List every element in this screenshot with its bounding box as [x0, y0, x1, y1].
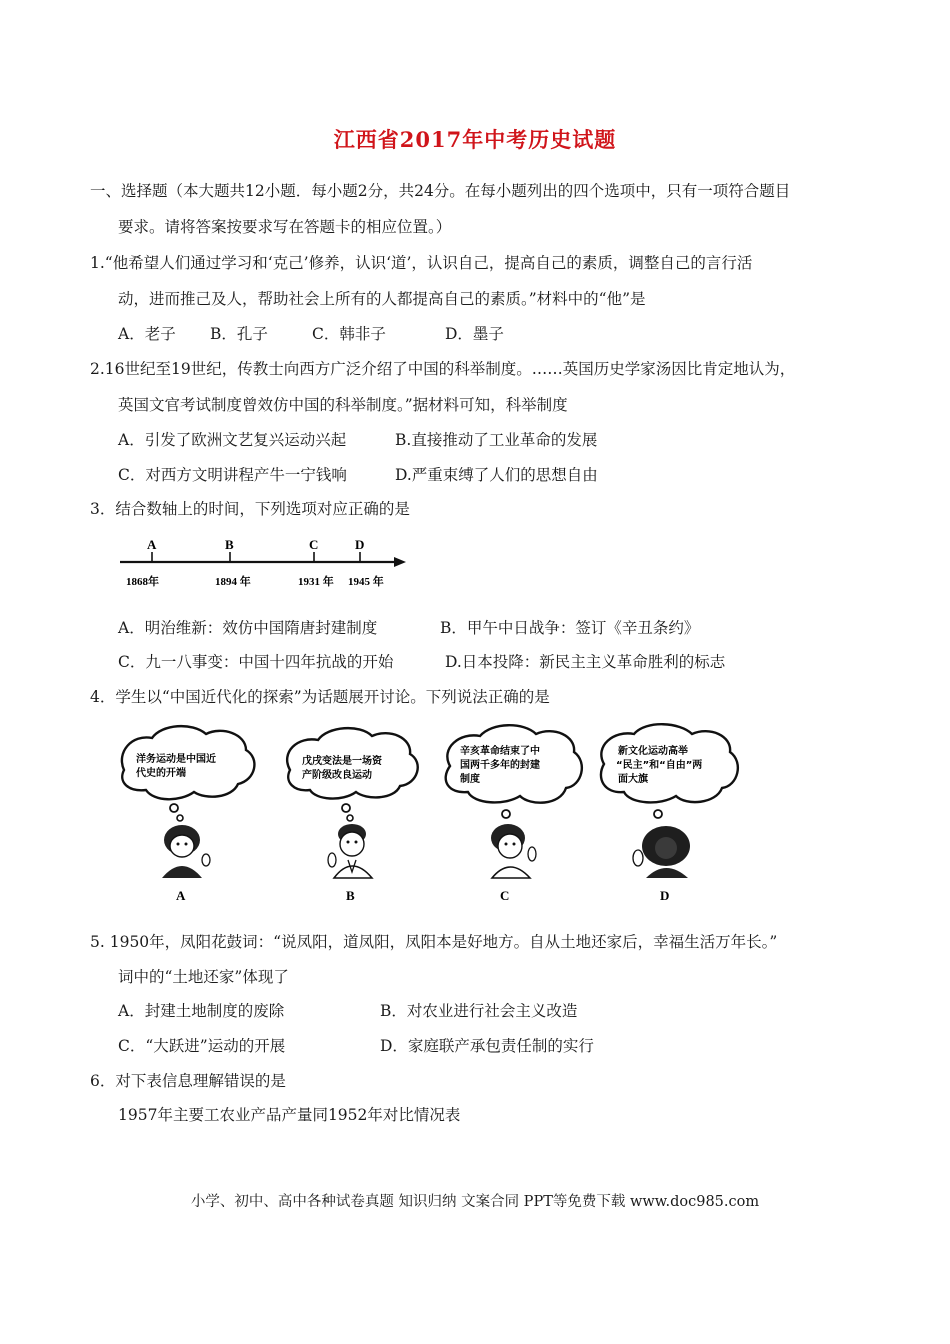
timeline-arrow: [394, 557, 406, 567]
q4-stem: 4．学生以“中国近代化的探索”为话题展开讨论。下列说法正确的是: [90, 688, 550, 706]
q1-option-b: B．孔子: [210, 325, 268, 343]
q2-option-a: A．引发了欧洲文艺复兴运动兴起: [118, 431, 347, 449]
student-d-label: D: [660, 888, 670, 903]
page-title: 江西省2017年中考历史试题: [333, 127, 617, 152]
q5-stem-line2: 词中的“土地还家”体现了: [118, 968, 289, 986]
section-instructions-line2: 要求。请将答案按要求写在答题卡的相应位置。）: [118, 218, 452, 236]
student-d-figure: [633, 826, 690, 878]
student-b-figure: [328, 824, 372, 878]
q1-option-a: A．老子: [118, 325, 176, 343]
q3-stem: 3．结合数轴上的时间，下列选项对应正确的是: [90, 500, 410, 518]
student-c-label: C: [500, 888, 510, 903]
q2-option-b: B.直接推动了工业革命的发展: [395, 431, 598, 449]
student-c-figure: [491, 824, 536, 878]
timeline-letter-b: B: [225, 537, 234, 552]
student-d: [601, 724, 738, 903]
q2-stem-line1: 2.16世纪至19世纪，传教士向西方广泛介绍了中国的科举制度。……英国历史学家汤因比肯定地认为，: [90, 360, 796, 378]
timeline-year-c: 1931 年: [298, 576, 334, 588]
footer-text: 小学、初中、高中各种试卷真题 知识归纳 文案合同 PPT等免费下载 www.doc985.com: [190, 1194, 760, 1210]
q5-option-a: A．封建土地制度的废除: [118, 1002, 285, 1020]
q3-option-b: B．甲午中日战争：签订《辛丑条约》: [440, 619, 700, 637]
student-c: [446, 725, 582, 903]
q1-stem-line1: 1.“他希望人们通过学习和‘克己’修养，认识‘道’，认识自己，提高自己的素质，调整自己的言行活: [90, 254, 753, 272]
bubble-c-line2: 国两千多年的封建: [460, 760, 540, 771]
bubble-a-line2: 代史的开端: [136, 768, 186, 779]
bubble-a-line1: 洋务运动是中国近: [136, 754, 216, 765]
q3-option-c: C．九一八事变：中国十四年抗战的开始: [118, 653, 394, 671]
q2-stem-line2: 英国文官考试制度曾效仿中国的科举制度。”据材料可知，科举制度: [118, 396, 568, 414]
q5-option-c: C．“大跃进”运动的开展: [118, 1037, 286, 1055]
timeline-letter-c: C: [309, 537, 319, 552]
bubble-d-line2: “民主”和“自由”两: [616, 760, 703, 771]
student-b-label: B: [346, 888, 355, 903]
q6-stem: 6．对下表信息理解错误的是: [90, 1072, 286, 1090]
q1-option-c: C．韩非子: [312, 325, 386, 343]
timeline-figure: [118, 532, 418, 596]
q2-option-c: C．对西方文明讲程产牛一宁钱响: [118, 466, 347, 484]
cartoon-figure: [110, 722, 750, 908]
bubble-c-line1: 辛亥革命结束了中: [460, 746, 540, 757]
q5-stem-line1: 5. 1950年，凤阳花鼓词：“说凤阳，道凤阳，凤阳本是好地方。自从土地还家后，幸福生活万年长。”: [90, 933, 778, 951]
timeline-year-d: 1945 年: [348, 576, 384, 588]
q3-option-d: D.日本投降：新民主主义革命胜利的标志: [445, 653, 726, 671]
bubble-b-line2: 产阶级改良运动: [302, 770, 372, 781]
q1-option-d: D．墨子: [445, 325, 504, 343]
q6-table-caption: 1957年主要工农业产品产量同1952年对比情况表: [118, 1106, 461, 1124]
timeline-letter-a: A: [147, 537, 157, 552]
q1-stem-line2: 动，进而推己及人，帮助社会上所有的人都提高自己的素质。”材料中的“他”是: [118, 290, 646, 308]
q5-option-b: B．对农业进行社会主义改造: [380, 1002, 578, 1020]
q3-option-a: A．明治维新：效仿中国隋唐封建制度: [118, 619, 378, 637]
student-b: [287, 728, 418, 903]
student-a-figure: [162, 825, 210, 878]
q2-option-d: D.严重束缚了人们的思想自由: [395, 466, 598, 484]
bubble-d-line3: 面大旗: [618, 774, 648, 785]
timeline-year-a: 1868年: [126, 576, 159, 588]
timeline-svg: [118, 532, 418, 596]
bubble-d-line1: 新文化运动高举: [618, 746, 688, 757]
section-instructions-line1: 一、选择题（本大题共12小题．每小题2分，共24分。在每小题列出的四个选项中，只有一项符合题目: [90, 182, 791, 200]
cartoon-svg: [110, 722, 750, 908]
q5-option-d: D．家庭联产承包责任制的实行: [380, 1037, 594, 1055]
bubble-b-line1: 戊戌变法是一场资: [302, 756, 382, 767]
timeline-letter-d: D: [355, 537, 365, 552]
timeline-year-b: 1894 年: [215, 576, 251, 588]
bubble-c-line3: 制度: [460, 774, 480, 785]
student-a: [122, 726, 255, 903]
student-a-label: A: [176, 888, 186, 903]
